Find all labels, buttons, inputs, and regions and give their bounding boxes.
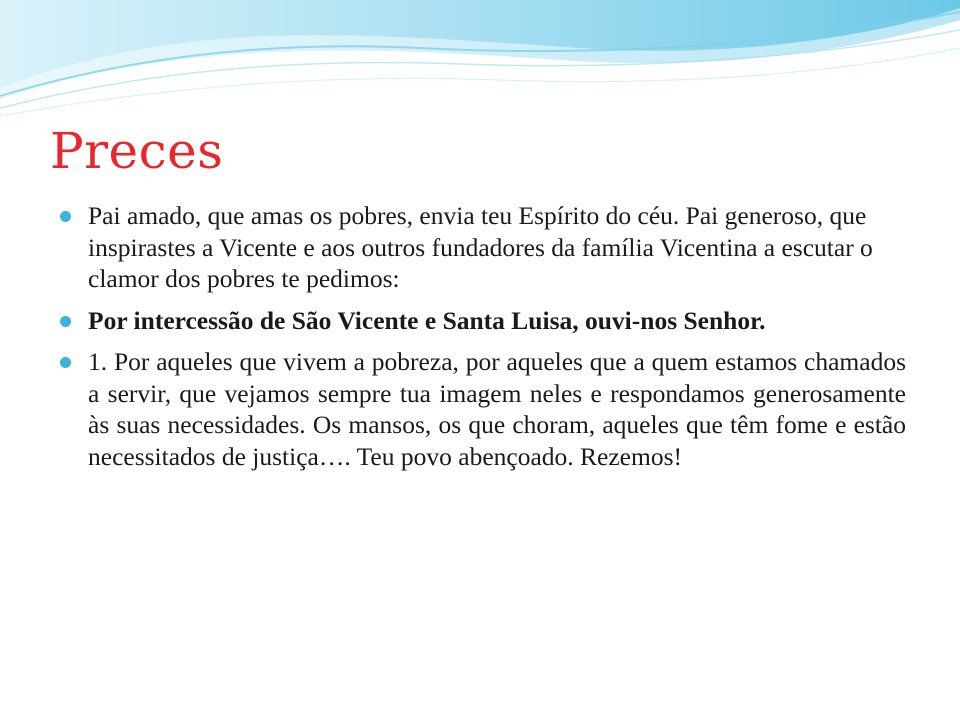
- list-item: [60, 305, 906, 337]
- bullet-dot-icon: [60, 316, 71, 327]
- bullet-dot-icon: [60, 211, 71, 222]
- list-item: [60, 200, 906, 295]
- decorative-wave-header: [0, 0, 960, 130]
- bullet-text: Pai amado, que amas os pobres, envia teu Espírito do céu. Pai generoso, que inspirastes a Vicente e aos outros fundadores da família Vicentina a escutar o clamor dos pobres te pedimos:: [88, 201, 873, 293]
- list-item: [60, 346, 906, 472]
- slide-title: Preces: [50, 122, 224, 180]
- bullet-list: [60, 200, 906, 472]
- bullet-dot-icon: [60, 357, 71, 368]
- bullet-text: 1. Por aqueles que vivem a pobreza, por aqueles que a quem estamos chamados a servir, que vejamos sempre tua imagem neles e respondamos generosamente às suas necessidades. Os mansos, os que choram, aqueles que têm fome e estão necessitados de justiça…. Teu povo abençoado. Rezemos!: [88, 347, 906, 471]
- bullet-text: Por intercessão de São Vicente e Santa Luisa, ouvi-nos Senhor.: [88, 305, 766, 335]
